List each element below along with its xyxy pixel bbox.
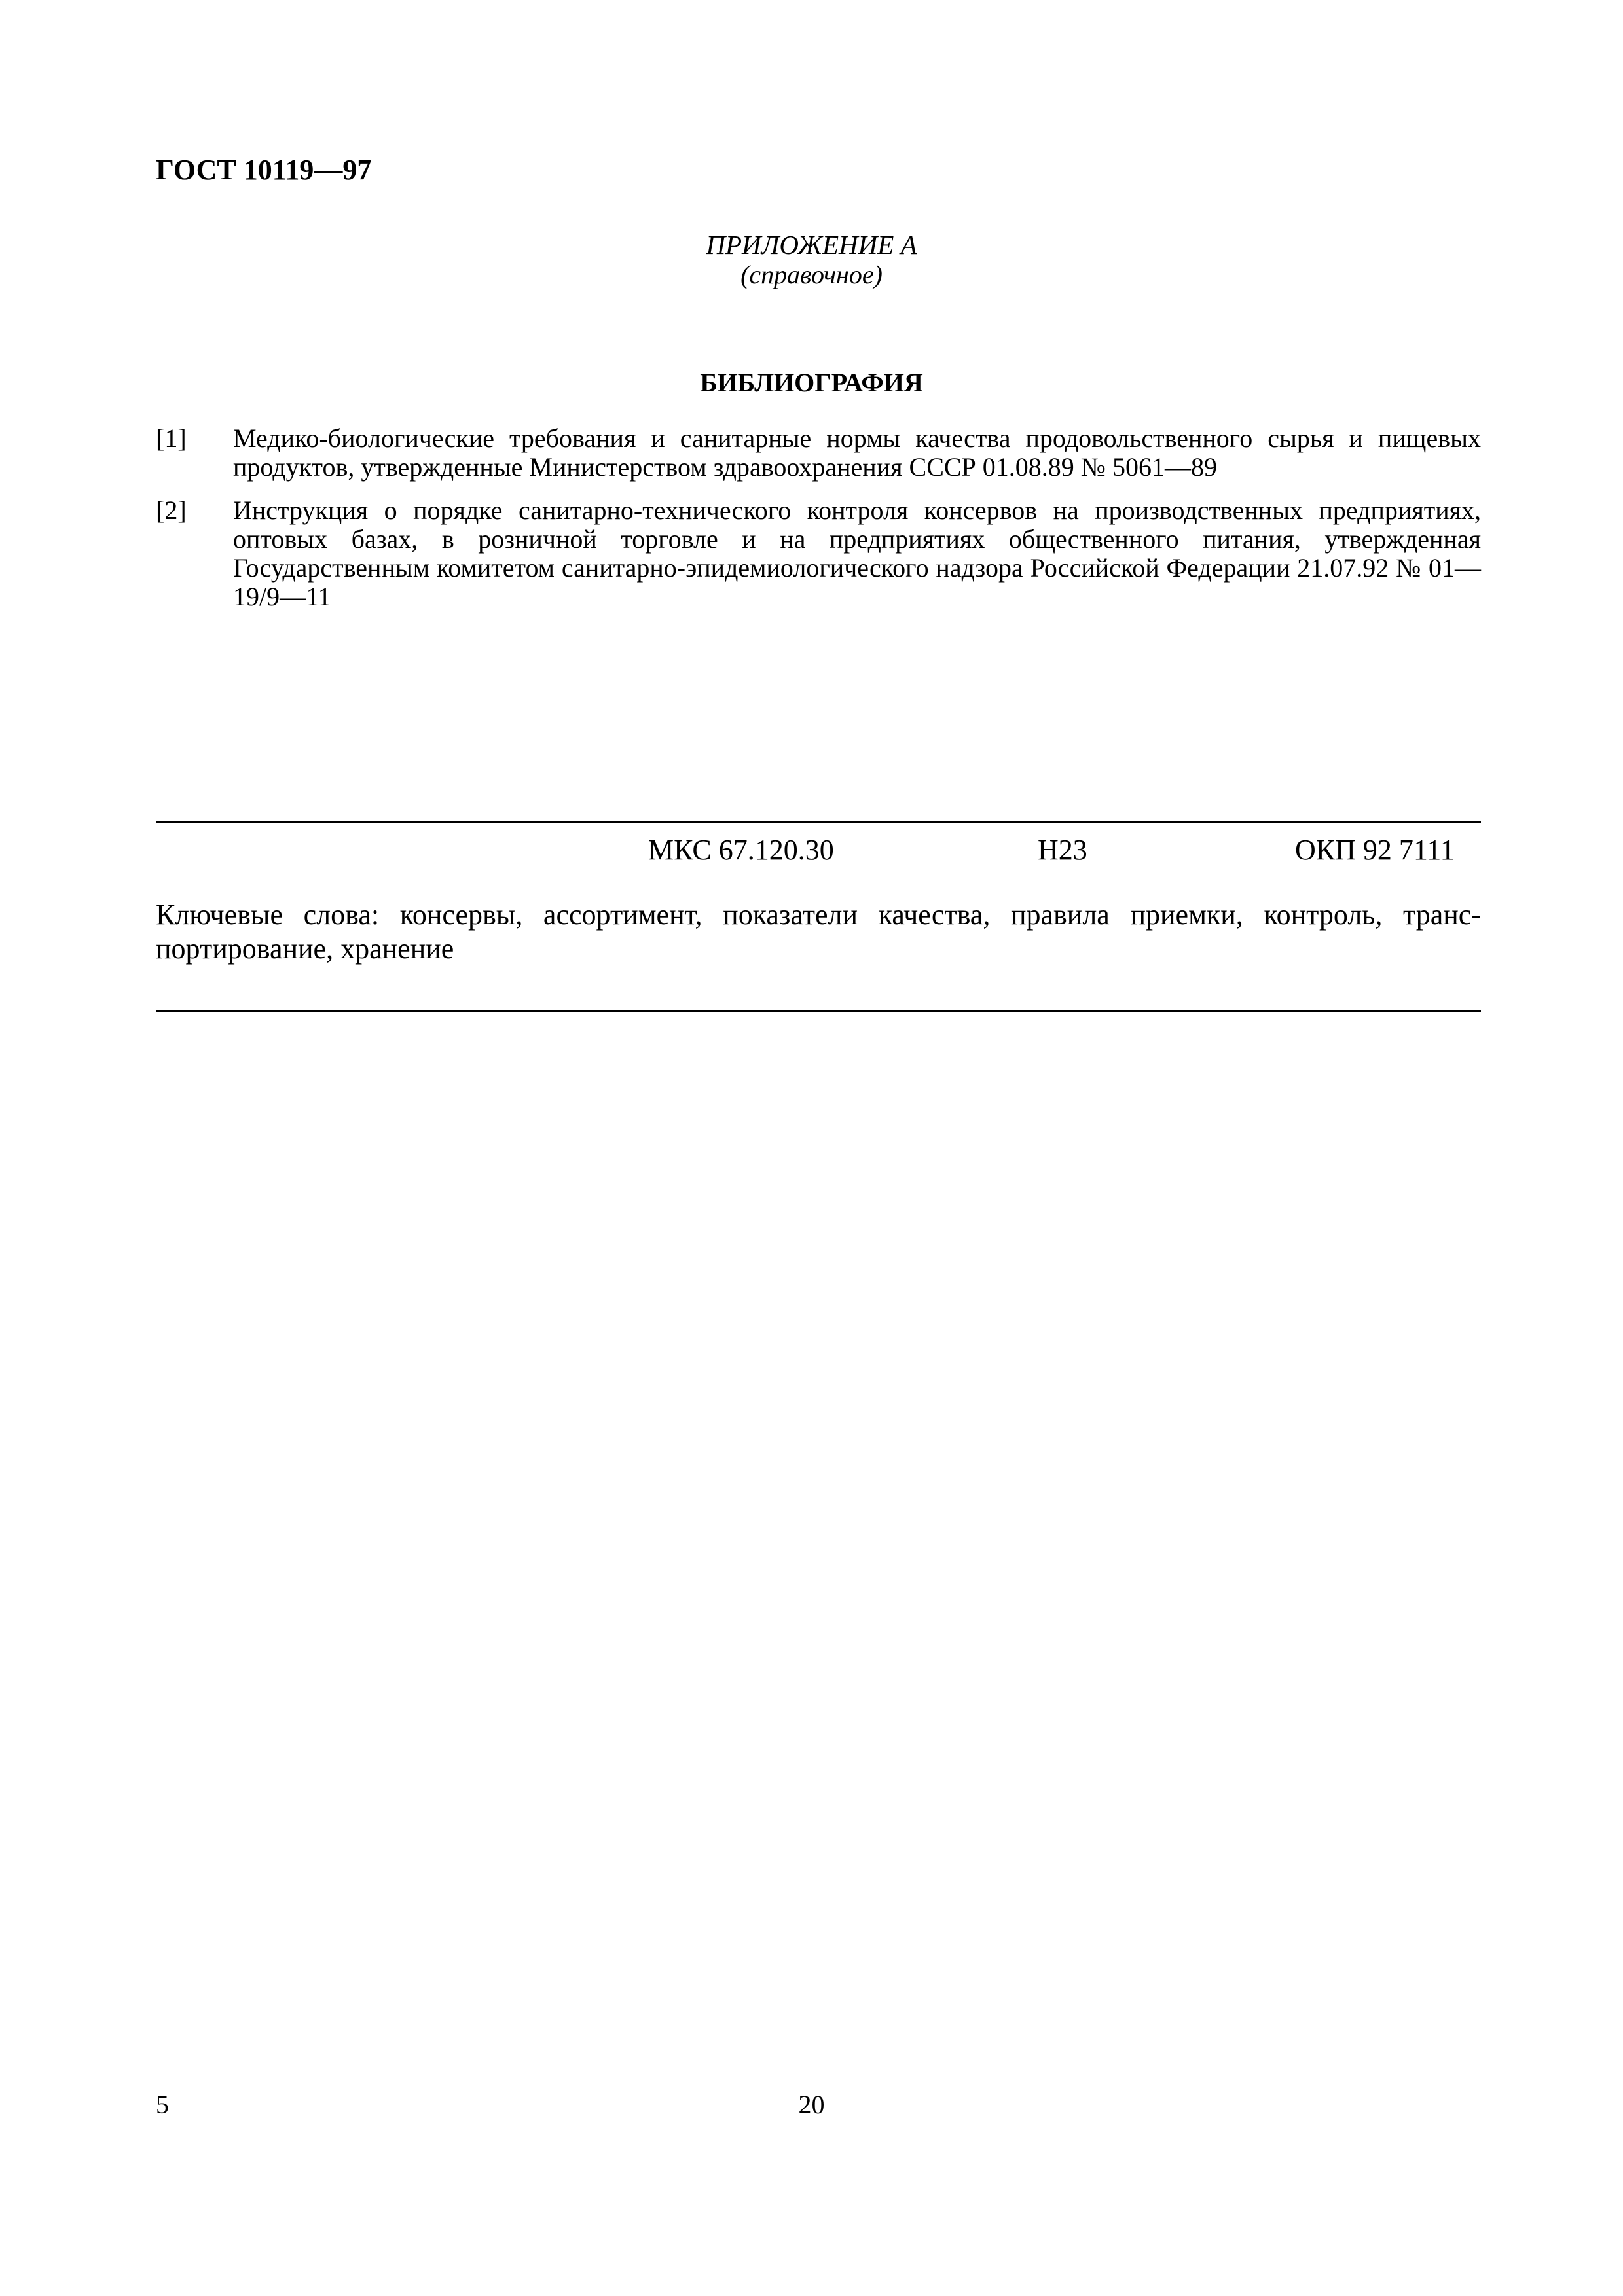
bibliography-item bbox=[156, 424, 1481, 482]
bottom-rule bbox=[156, 1010, 1481, 1012]
bibliography-item-text: Медико-биологические требования и санитарные нормы качества продовольственного сырья и пищевых продуктов, утвержденные Министерством здравоохранения СССР 01.08.89 № 5061—89 bbox=[233, 423, 1481, 482]
appendix-subtitle: (справочное) bbox=[740, 260, 883, 289]
mks-code: МКС 67.120.30 bbox=[648, 834, 834, 866]
bibliography-heading: БИБЛИОГРАФИЯ bbox=[700, 368, 923, 397]
keywords: Ключевые слова: консервы, ассортимент, показатели качества, правила приемки, контроль, транспортирование, хранение bbox=[156, 899, 1481, 965]
top-rule bbox=[156, 821, 1481, 823]
okp-code: ОКП 92 7111 bbox=[1295, 834, 1455, 866]
page-number: 20 bbox=[798, 2090, 825, 2119]
bibliography-item-number: [1] bbox=[156, 423, 187, 453]
bibliography-item bbox=[156, 496, 1481, 611]
bibliography-item-number: [2] bbox=[156, 495, 187, 525]
document-code: ГОСТ 10119—97 bbox=[156, 154, 372, 186]
group-code: Н23 bbox=[1038, 834, 1087, 866]
appendix-title: ПРИЛОЖЕНИЕ А bbox=[706, 230, 917, 260]
footer-left-number: 5 bbox=[156, 2090, 169, 2119]
bibliography-item-text: Инструкция о порядке санитарно-технического контроля консервов на производственных предприятиях, оптовых базах, в розничной торговле и на предприятиях общественного питания, утвержденная Государственным комитетом санитарно-эпидемиологического надзора Российской Федерации 21.07.92 № 01—19/9—11 bbox=[233, 495, 1481, 611]
